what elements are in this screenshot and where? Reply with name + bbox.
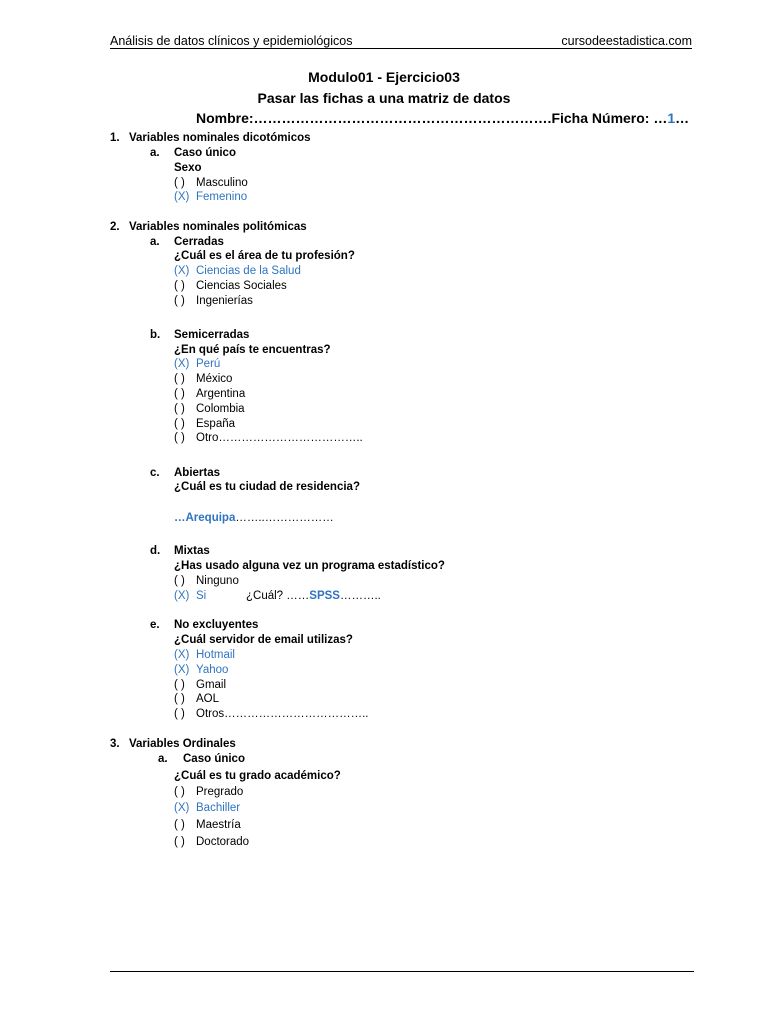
s2e-question: ¿Cuál servidor de email utilizas? <box>174 634 353 646</box>
option-femenino[interactable]: (X) Femenino <box>174 191 248 203</box>
option-ciencias-sociales[interactable]: ( ) Ciencias Sociales <box>174 280 287 292</box>
option-otro[interactable]: ( ) Otro……………………………….. <box>174 432 363 444</box>
option-bachiller[interactable]: (X) Bachiller <box>174 802 241 814</box>
option-si[interactable]: (X) Si <box>174 590 207 602</box>
name-line <box>196 110 689 126</box>
s2c-heading: c. Abiertas <box>150 467 221 479</box>
footer-rule <box>110 971 694 972</box>
option-colombia[interactable]: ( ) Colombia <box>174 403 245 415</box>
ficha-number: 1 <box>667 110 676 126</box>
document-title: Modulo01 - Ejercicio03 <box>308 69 460 85</box>
s3a-question: ¿Cuál es tu grado académico? <box>174 770 341 782</box>
section-1-heading: 1. Variables nominales dicotómicos <box>110 132 311 144</box>
option-aol[interactable]: ( ) AOL <box>174 693 220 705</box>
option-hotmail[interactable]: (X) Hotmail <box>174 649 235 661</box>
section-2-heading: 2. Variables nominales politómicas <box>110 221 307 233</box>
option-pregrado[interactable]: ( ) Pregrado <box>174 786 244 798</box>
option-ingenierias[interactable]: ( ) Ingenierías <box>174 295 253 307</box>
s2a-heading: a. Cerradas <box>150 236 224 248</box>
s2e-heading: e. No excluyentes <box>150 619 259 631</box>
s1a-heading: a. Caso único <box>150 147 236 159</box>
name-line-suffix: … <box>675 110 690 126</box>
option-argentina[interactable]: ( ) Argentina <box>174 388 246 400</box>
s2a-question: ¿Cuál es el área de tu profesión? <box>174 250 355 262</box>
s2c-question: ¿Cuál es tu ciudad de residencia? <box>174 481 360 493</box>
s2b-question: ¿En qué país te encuentras? <box>174 344 331 356</box>
header-left-text: Análisis de datos clínicos y epidemiológicos <box>110 34 353 48</box>
document-subtitle: Pasar las fichas a una matriz de datos <box>257 90 511 106</box>
section-3-heading: 3. Variables Ordinales <box>110 738 236 750</box>
option-gmail[interactable]: ( ) Gmail <box>174 679 227 691</box>
s2d-question: ¿Has usado alguna vez un programa estadístico? <box>174 560 445 572</box>
s2d-heading: d. Mixtas <box>150 545 210 557</box>
option-maestria[interactable]: ( ) Maestría <box>174 819 241 831</box>
s3a-heading: a. Caso único <box>158 753 245 765</box>
option-mexico[interactable]: ( ) México <box>174 373 233 385</box>
option-ciencias-salud[interactable]: (X) Ciencias de la Salud <box>174 265 301 277</box>
option-doctorado[interactable]: ( ) Doctorado <box>174 836 250 848</box>
option-ninguno[interactable]: ( ) Ninguno <box>174 575 239 587</box>
s2b-heading: b. Semicerradas <box>150 329 250 341</box>
option-espana[interactable]: ( ) España <box>174 418 236 430</box>
s2d-which[interactable]: ¿Cuál? ……SPSS……….. <box>246 590 381 602</box>
page-header <box>110 34 692 49</box>
option-yahoo[interactable]: (X) Yahoo <box>174 664 229 676</box>
header-right-text: cursodeestadistica.com <box>561 34 692 48</box>
s2c-answer[interactable]: …Arequipa……..……………… <box>174 512 334 524</box>
s1a-question: Sexo <box>174 162 202 174</box>
option-otros[interactable]: ( ) Otros……………………………….. <box>174 708 369 720</box>
option-peru[interactable]: (X) Perú <box>174 358 221 370</box>
option-masculino[interactable]: ( ) Masculino <box>174 177 248 189</box>
name-line-prefix: Nombre:……………………………………………………….Ficha Número: … <box>196 110 668 126</box>
